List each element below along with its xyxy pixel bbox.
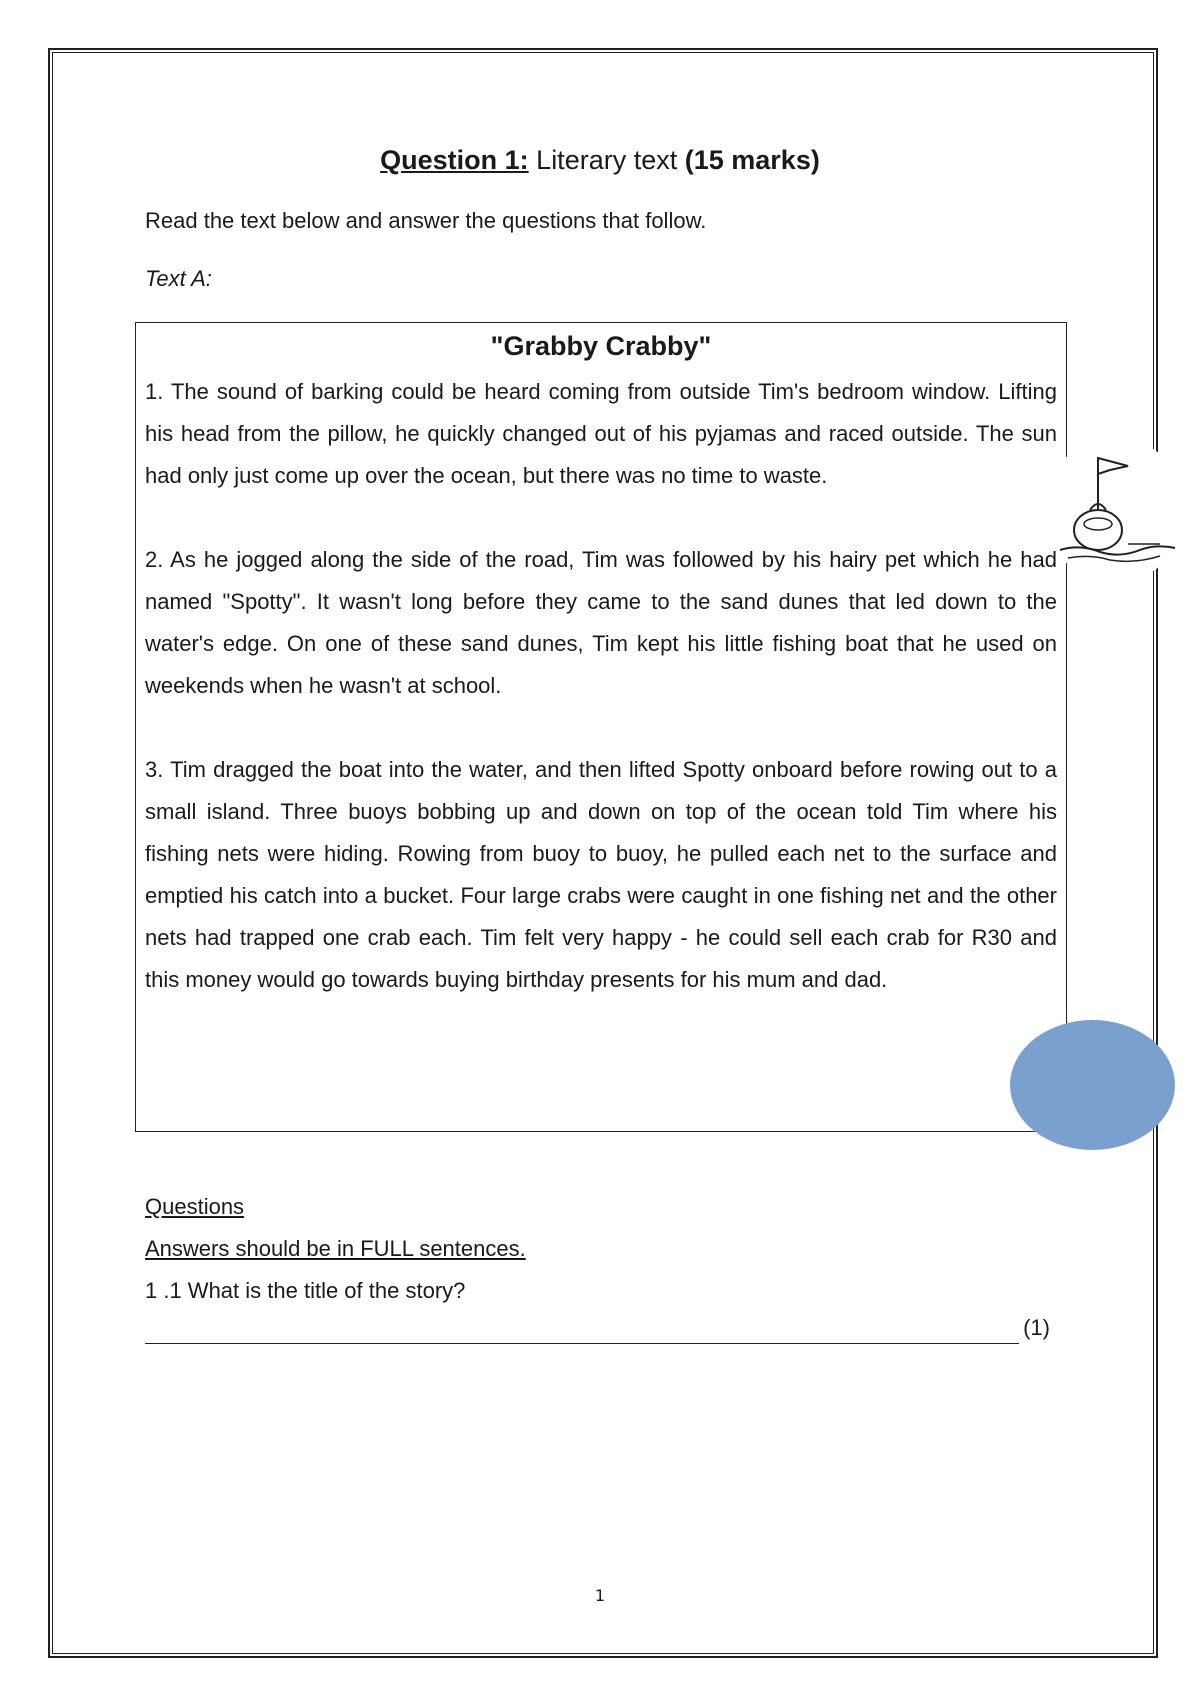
- story-title: "Grabby Crabby": [490, 331, 712, 361]
- story-paragraph-2: 2. As he jogged along the side of the road, Tim was followed by his hairy pet which he had named "Spotty". It wasn't long before they came to the sand dunes that led down to the water's edge. On one of these sand dunes, Tim kept his little fishing boat that he used on weekends when he wasn't at school.: [145, 547, 1057, 698]
- instructions: Read the text below and answer the questions that follow.: [145, 208, 707, 233]
- answer-line-1-1[interactable]: [145, 1312, 1050, 1344]
- question-label: Question 1:: [380, 145, 529, 175]
- story-paragraph-1: 1. The sound of barking could be heard coming from outside Tim's bedroom window. Lifting his head from the pillow, he quickly changed out of his pyjamas and raced outside. The sun had only just come up over the ocean, but there was no time to waste.: [145, 379, 1057, 488]
- questions-heading: Questions: [145, 1194, 245, 1219]
- question-heading: [0, 142, 1200, 178]
- story-body: [145, 371, 1057, 1043]
- answer-blank[interactable]: [145, 1319, 1019, 1344]
- questions-instruction: Answers should be in FULL sentences.: [145, 1236, 526, 1261]
- decorative-blue-oval: [1010, 1020, 1175, 1150]
- questions-section: [145, 1186, 526, 1312]
- page-number: 1: [594, 1586, 606, 1605]
- question-topic: Literary text: [536, 145, 678, 175]
- question-marks: (15 marks): [684, 145, 820, 175]
- text-label: Text A:: [145, 266, 212, 291]
- story-paragraph-3: 3. Tim dragged the boat into the water, and then lifted Spotty onboard before rowing out to a small island. Three buoys bobbing up and down on top of the ocean told Tim where his fishing nets were hiding. Rowing from buoy to buoy, he pulled each net to the surface and emptied his catch into a bucket. Four large crabs were caught in one fishing net and the other nets had trapped one crab each. Tim felt very happy - he could sell each crab for R30 and this money would go towards buying birthday presents for his mum and dad.: [145, 757, 1057, 992]
- question-1-1-marks: (1): [1023, 1315, 1050, 1340]
- story-box: [135, 322, 1067, 1132]
- question-1-1: 1 .1 What is the title of the story?: [145, 1278, 466, 1303]
- boat-buoy-illustration: [1040, 440, 1190, 580]
